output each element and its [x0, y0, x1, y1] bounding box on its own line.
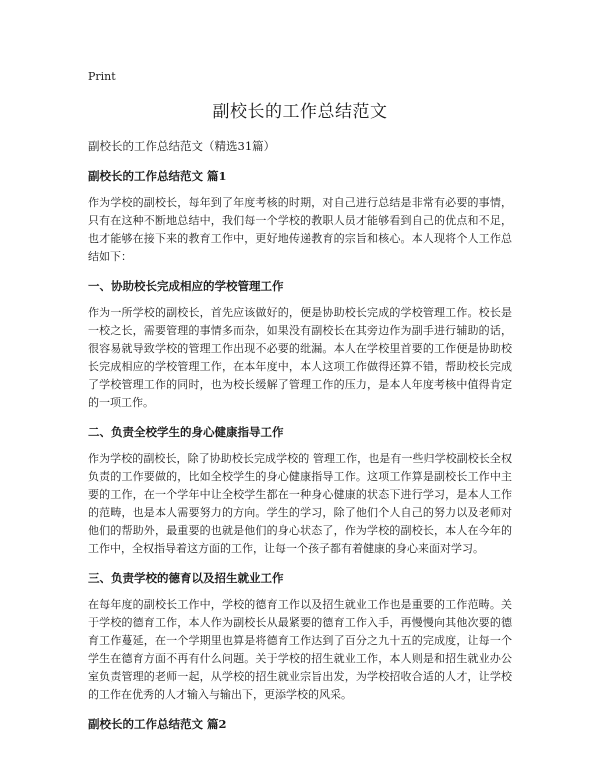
section-heading-2: 二、负责全校学生的身心健康指导工作 [88, 425, 284, 439]
print-label[interactable]: Print [88, 70, 116, 83]
article-heading: 副校长的工作总结范文 篇2 [88, 717, 227, 731]
document-subtitle: 副校长的工作总结范文（精选31篇） [88, 139, 276, 153]
section-paragraph-3: 在每年度的副校长工作中，学校的德育工作以及招生就业工作也是重要的工作范畴。关于学校的德育工作，本人作为副校长从最紧要的德育工作入手，再慢慢向其他次要的德育工作蔓延，在一个学期里也算是将德育工作达到了百分之九十五的完成度，让每一个学生在德育方面不再有什么问题。关于学校的招生就业工作，本人则是和招生就业办公室负责管理的老师一起，从学校的招生就业宗旨出发，为学校招收合适的人才，让学校的工作在优秀的人才输入与输出下，更添学校的风采。 [88, 598, 512, 701]
article-intro-paragraph: 作为学校的副校长，每年到了年度考核的时期，对自己进行总结是非常有必要的事情，只有在这种不断地总结中，我们每一个学校的教职人员才能够看到自己的优点和不足，也才能够在接下来的教育工作中，更好地传递教育的宗旨和核心。本人现将个人工作总结如下： [88, 196, 512, 263]
article-heading: 副校长的工作总结范文 篇1 [88, 169, 227, 183]
article-1 [88, 168, 512, 704]
article-2 [88, 716, 512, 732]
document-title: 副校长的工作总结范文 [212, 102, 388, 122]
section-paragraph-2: 作为学校的副校长，除了协助校长完成学校的 管理工作，也是有一些归学校副校长全权负责的工作要做的，比如全校学生的身心健康指导工作。这项工作算是副校长工作中主要的工作，在一个学年中让全校学生都在一种身心健康的状态下进行学习，是本人工作的范畴，也是本人需要努力的方向。学生的学习，除了他们个人自己的努力以及老师对他们的帮助外，最重要的也就是他们的身心状态了，作为学校的副校长，本人在今年的工作中，全权指导着这方面的工作，让每一个孩子都有着健康的身心来面对学习。 [88, 452, 512, 555]
section-paragraph-1: 作为一所学校的副校长，首先应该做好的，便是协助校长完成的学校管理工作。校长是一校之长，需要管理的事情多而杂，如果没有副校长在其旁边作为副手进行辅助的话，很容易就导致学校的管理工作出现不必要的纰漏。本人在学校里首要的工作便是协助校长完成相应的学校管理工作，在本年度中，本人这项工作做得还算不错，帮助校长完成了学校管理工作的同时，也为校长缓解了管理工作的压力，是本人年度考核中值得肯定的一项工作。 [88, 306, 512, 409]
section-heading-1: 一、协助校长完成相应的学校管理工作 [88, 279, 284, 293]
section-heading-3: 三、负责学校的德育以及招生就业工作 [88, 571, 284, 585]
